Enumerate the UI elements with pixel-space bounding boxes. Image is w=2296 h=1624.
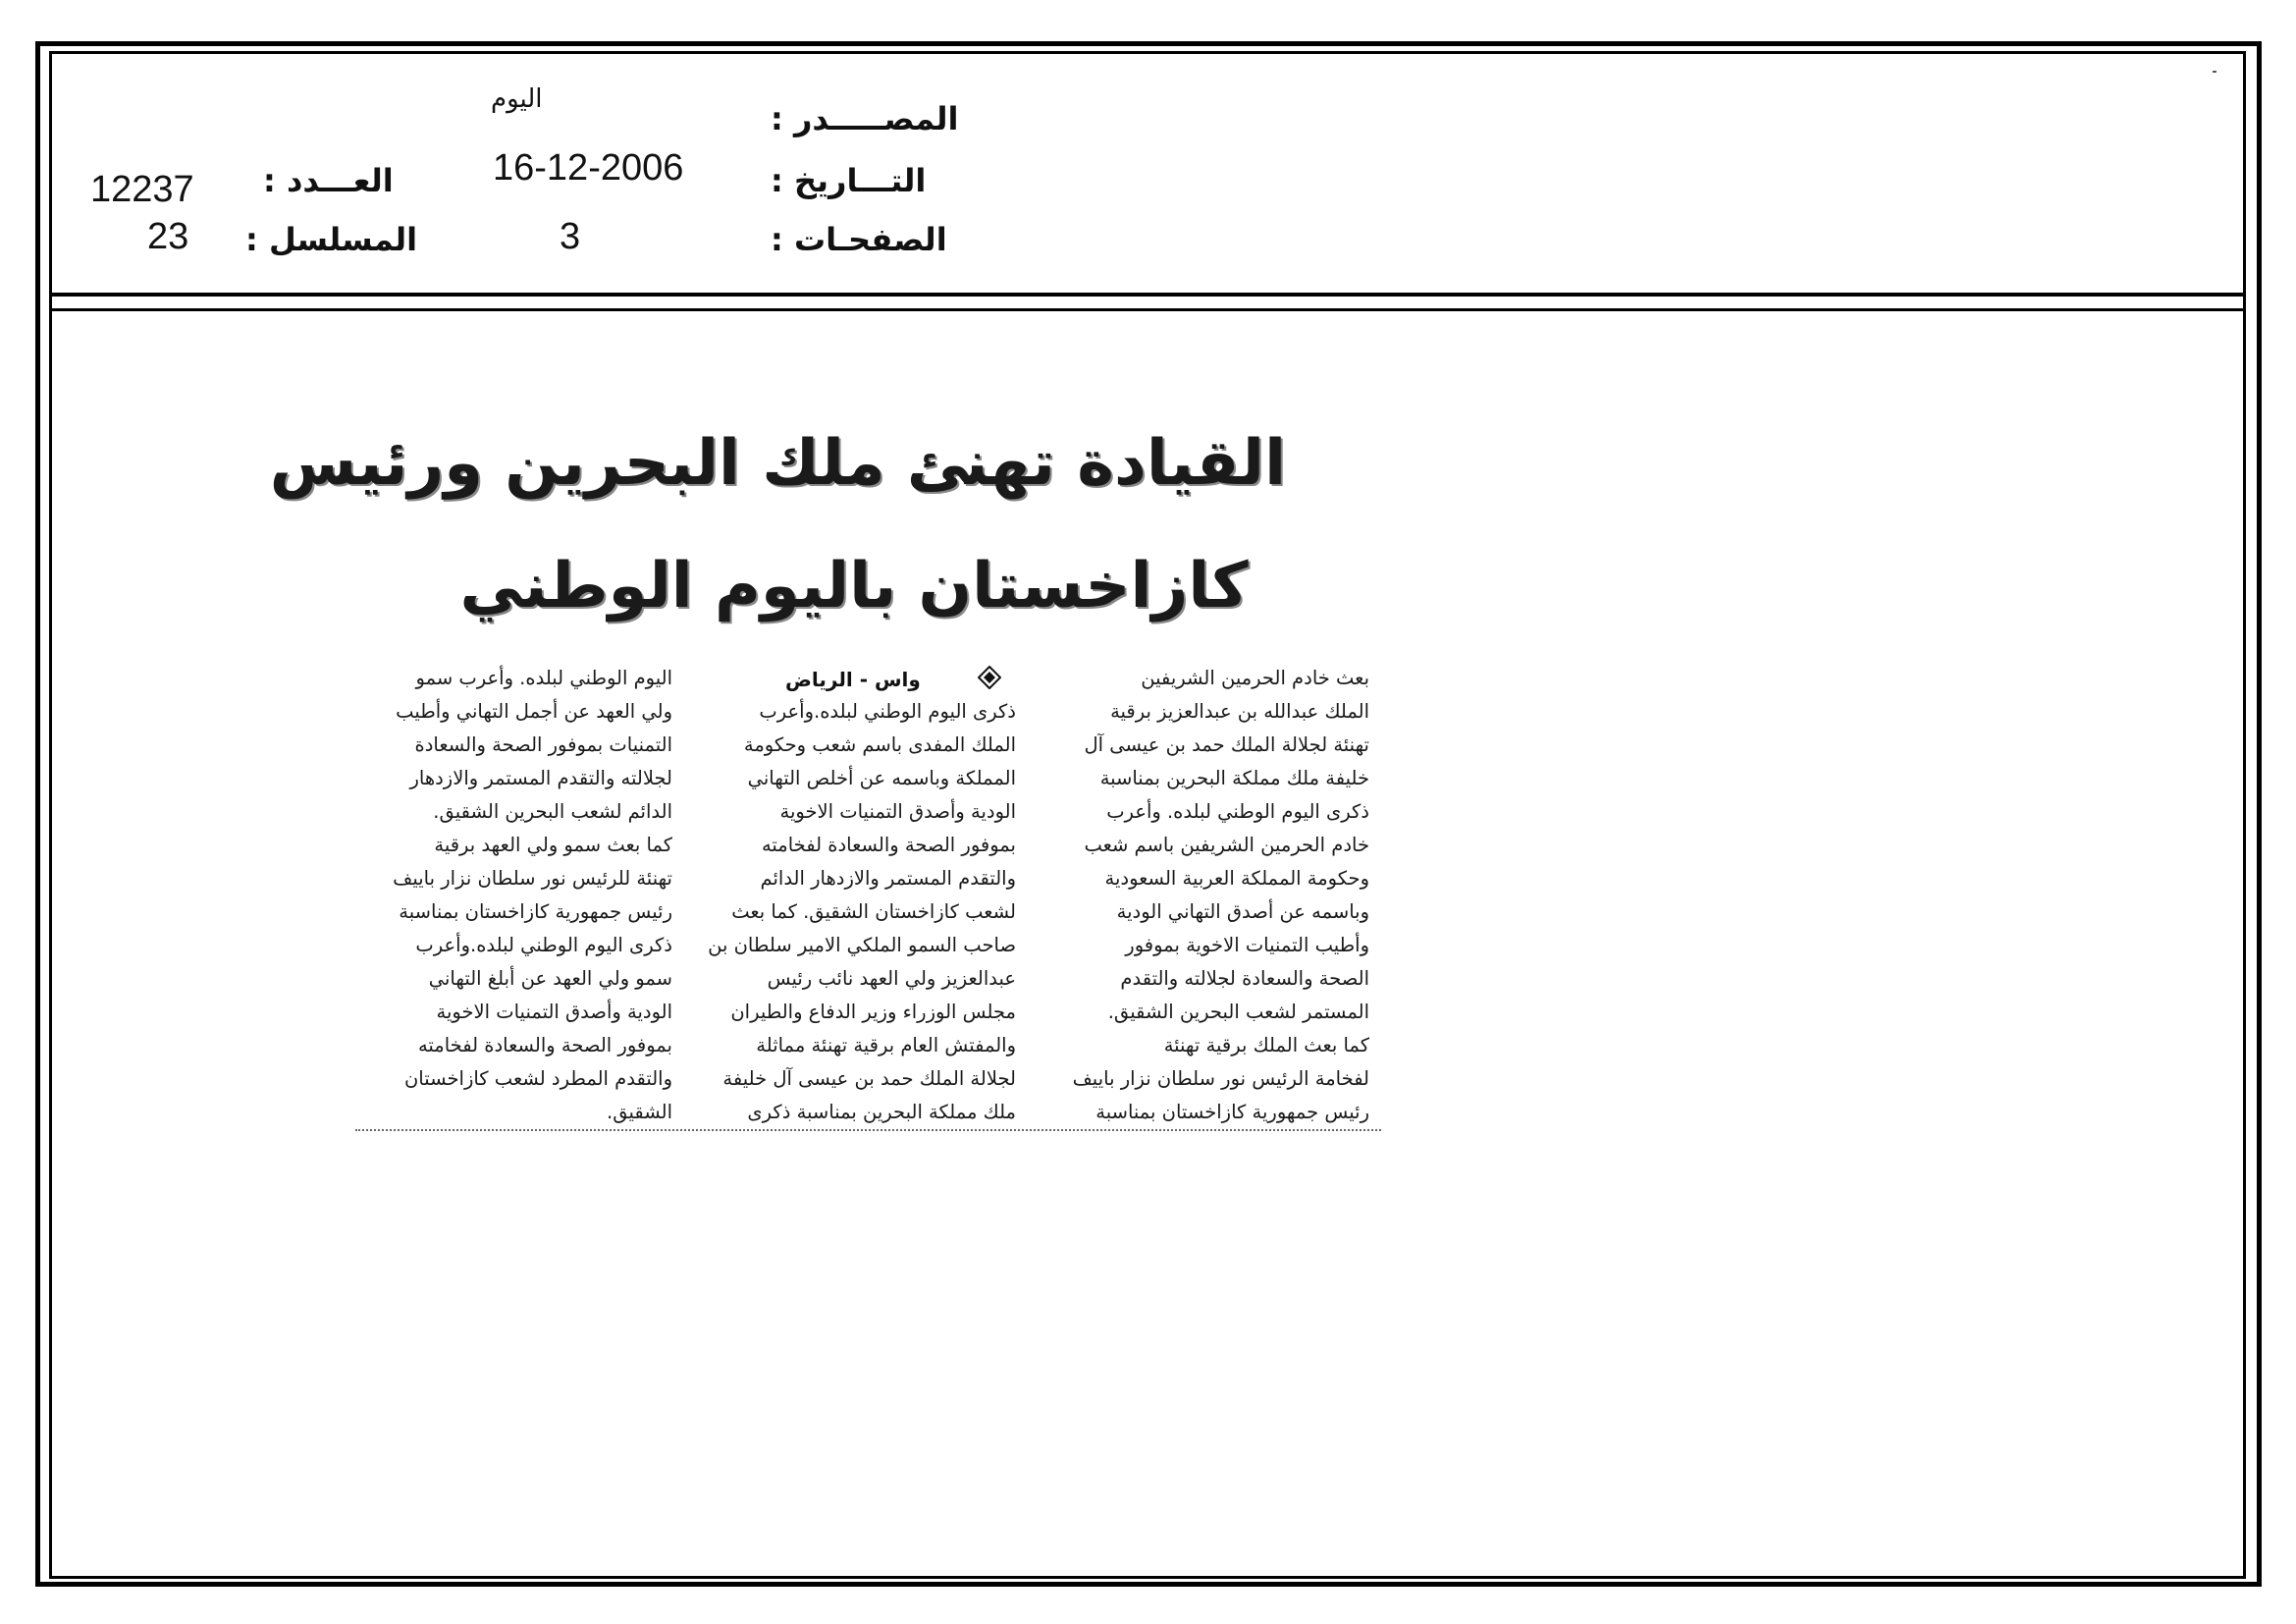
text-line: بموفور الصحة والسعادة لفخامته [417, 1034, 672, 1056]
header-divider-secondary [49, 308, 2246, 311]
text-line: ذكرى اليوم الوطني لبلده. وأعرب [1106, 800, 1369, 823]
text-line: ولي العهد عن أجمل التهاني وأطيب [396, 700, 672, 723]
text-line: وحكومة المملكة العربية السعودية [1104, 867, 1369, 890]
scan-mark [2213, 71, 2216, 73]
article-column-1 [1045, 662, 1369, 1129]
text-line: والمفتش العام برقية تهنئة مماثلة [756, 1034, 1016, 1056]
text-line: ملك مملكة البحرين بمناسبة ذكرى [747, 1101, 1016, 1123]
article-byline: واس - الرياض [785, 668, 921, 691]
text-line: ذكرى اليوم الوطني لبلده.وأعرب [759, 700, 1016, 723]
source-value: اليوم [491, 84, 543, 114]
text-line: رئيس جمهورية كازاخستان بمناسبة [399, 900, 672, 923]
text-line: لشعب كازاخستان الشقيق. كما بعث [731, 900, 1016, 923]
article-bottom-rule [355, 1129, 1381, 1133]
text-line: رئيس جمهورية كازاخستان بمناسبة [1095, 1101, 1369, 1123]
text-line: الودية وأصدق التمنيات الاخوية [779, 800, 1016, 823]
serial-value: 23 [147, 216, 189, 257]
text-line: سمو ولي العهد عن أبلغ التهاني [428, 967, 672, 990]
text-line: عبدالعزيز ولي العهد نائب رئيس [767, 967, 1016, 990]
text-line: الملك عبدالله بن عبدالعزيز برقية [1110, 700, 1369, 723]
pages-value: 3 [560, 216, 581, 257]
pages-label: الصفحـات : [771, 221, 947, 258]
source-label: المصـــــدر : [771, 100, 959, 137]
article-headline-line1: القيادة تهنئ ملك البحرين ورئيس [269, 427, 1286, 500]
date-value: 16-12-2006 [493, 147, 684, 189]
article-headline-line2: كازاخستان باليوم الوطني [459, 550, 1249, 623]
header-divider [49, 293, 2246, 297]
date-label: التـــاريخ : [771, 162, 927, 199]
issue-label: العـــدد : [263, 162, 394, 199]
text-line: التمنيات بموفور الصحة والسعادة [414, 733, 672, 756]
text-line: لجلالة الملك حمد بن عيسى آل خليفة [722, 1067, 1016, 1090]
article-column-3 [353, 662, 672, 1129]
text-line: المستمر لشعب البحرين الشقيق. [1107, 1001, 1369, 1023]
text-line: والتقدم المطرد لشعب كازاخستان [403, 1067, 672, 1090]
text-line: الملك المفدى باسم شعب وحكومة [743, 733, 1016, 756]
text-line: تهنئة للرئيس نور سلطان نزار باييف [393, 867, 672, 890]
text-line: لفخامة الرئيس نور سلطان نزار باييف [1072, 1067, 1369, 1090]
text-line: بعث خادم الحرمين الشريفين [1141, 667, 1369, 689]
text-line: ذكرى اليوم الوطني لبلده.وأعرب [415, 934, 672, 956]
issue-value: 12237 [90, 169, 194, 210]
text-line: الودية وأصدق التمنيات الاخوية [436, 1001, 672, 1023]
text-line: الدائم لشعب البحرين الشقيق. [433, 800, 672, 823]
text-line: وباسمه عن أصدق التهاني الودية [1116, 900, 1369, 923]
text-line: الصحة والسعادة لجلالته والتقدم [1120, 967, 1369, 990]
article-column-2 [687, 695, 1016, 1129]
text-line: وأطيب التمنيات الاخوية بموفور [1125, 934, 1369, 956]
text-line: خليفة ملك مملكة البحرين بمناسبة [1099, 767, 1369, 789]
text-line: المملكة وباسمه عن أخلص التهاني [747, 767, 1016, 789]
text-line: كما بعث الملك برقية تهنئة [1163, 1034, 1369, 1056]
text-line: الشقيق. [607, 1101, 672, 1123]
text-line: لجلالته والتقدم المستمر والازدهار [409, 767, 672, 789]
text-line: مجلس الوزراء وزير الدفاع والطيران [730, 1001, 1016, 1023]
text-line: كما بعث سمو ولي العهد برقية [434, 834, 672, 856]
text-line: والتقدم المستمر والازدهار الدائم [760, 867, 1016, 890]
text-line: صاحب السمو الملكي الامير سلطان بن [708, 934, 1016, 956]
text-line: بموفور الصحة والسعادة لفخامته [761, 834, 1016, 856]
text-line: تهنئة لجلالة الملك حمد بن عيسى آل [1084, 733, 1369, 756]
text-line: خادم الحرمين الشريفين باسم شعب [1084, 834, 1369, 856]
serial-label: المسلسل : [245, 221, 418, 258]
text-line: اليوم الوطني لبلده. وأعرب سمو [415, 667, 672, 689]
diamond-ornament-icon [978, 666, 1001, 689]
